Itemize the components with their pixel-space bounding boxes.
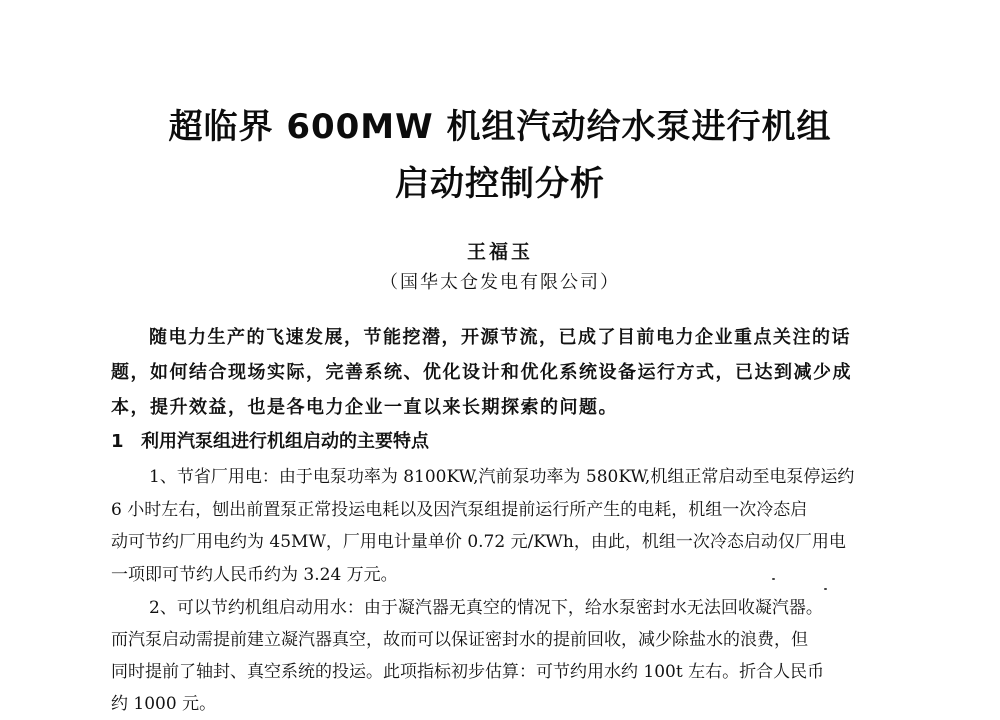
section-number: 1 — [111, 431, 124, 452]
item-2-line: 而汽泵启动需提前建立凝汽器真空，故而可以保证密封水的提前回收，减少除盐水的浪费，但 — [111, 630, 808, 650]
intro-line: 随电力生产的飞速发展，节能挖潜，开源节流，已成了目前电力企业重点关注的话 — [149, 327, 851, 348]
intro-line: 题，如何结合现场实际，完善系统、优化设计和优化系统设备运行方式，已达到减少成 — [111, 362, 852, 383]
item-1-line: 一项即可节约人民币约为 3.24 万元。 — [111, 564, 398, 585]
scan-speck — [824, 588, 827, 590]
paper-title-line-2: 启动控制分析 — [395, 164, 605, 204]
item-1-line: 6 小时左右，刨出前置泵正常投运电耗以及因汽泵组提前运行所产生的电耗，机组一次冷态启 — [111, 499, 808, 520]
item-2-line: 2、可以节约机组启动用水：由于凝汽器无真空的情况下，给水泵密封水无法回收凝汽器。 — [149, 598, 823, 618]
item-1-line: 1、节省厂用电：由于电泵功率为 8100KW,汽前泵功率为 580KW,机组正常启动至电泵停运约 — [149, 467, 855, 487]
item-2-line: 同时提前了轴封、真空系统的投运。此项指标初步估算：可节约用水约 100t 左右。折合人民币 — [111, 662, 825, 682]
intro-paragraph — [111, 320, 886, 425]
scan-speck — [772, 578, 775, 580]
item-2-line: 约 1000 元。 — [111, 694, 217, 714]
item-1-line: 动可节约厂用电约为 45MW，厂用电计量单价 0.72 元/KWh，由此，机组一次冷态启动仅厂用电 — [111, 532, 846, 552]
paper-title-line-1: 超临界 600MW 机组汽动给水泵进行机组 — [168, 107, 832, 147]
author-affiliation: （国华太仓发电有限公司） — [380, 272, 620, 293]
item-2-paragraph — [111, 592, 886, 720]
section-title: 利用汽泵组进行机组启动的主要特点 — [141, 431, 429, 452]
author-name: 王福玉 — [466, 241, 533, 263]
section-1-heading — [111, 427, 429, 453]
intro-line: 本，提升效益，也是各电力企业一直以来长期探索的问题。 — [111, 397, 618, 418]
item-1-paragraph — [111, 461, 886, 591]
